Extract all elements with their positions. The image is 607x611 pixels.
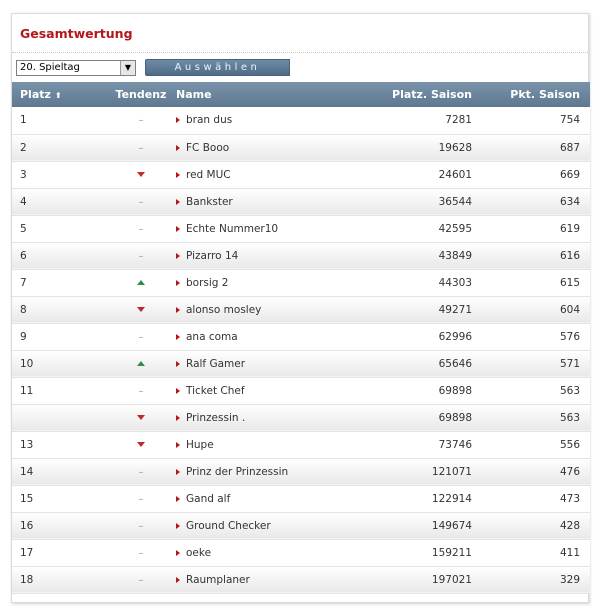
table-row [12,269,590,296]
trend-down-icon [137,172,145,177]
team-name-link[interactable]: Bankster [186,195,233,208]
caret-right-icon [176,361,180,367]
trend-same-icon: – [138,493,144,505]
table-row [12,539,590,566]
caret-right-icon [176,469,180,475]
team-name-link[interactable]: red MUC [186,168,231,181]
place-season-cell: 43849 [340,242,484,269]
team-name-link[interactable]: Prinzessin . [186,411,246,424]
points-season-cell: 669 [484,161,590,188]
trend-down-icon [137,307,145,312]
place-season-cell: 19628 [340,134,484,161]
caret-right-icon [176,145,180,151]
caret-right-icon [176,496,180,502]
name-cell [174,296,340,323]
rank-cell: 4 [12,188,108,215]
caret-right-icon [176,577,180,583]
points-season-cell: 473 [484,485,590,512]
rank-cell: 2 [12,134,108,161]
trend-cell [108,296,174,323]
table-row [12,107,590,134]
matchday-select-value: 20. Spieltag [20,62,80,73]
points-season-cell: 563 [484,404,590,431]
caret-right-icon [176,334,180,340]
rank-cell: 3 [12,161,108,188]
place-season-cell: 7281 [340,107,484,134]
name-cell [174,215,340,242]
place-season-cell: 24601 [340,161,484,188]
trend-same-icon: – [138,115,144,127]
trend-same-icon: – [138,466,144,478]
caret-right-icon [176,415,180,421]
points-season-cell: 428 [484,512,590,539]
trend-cell [108,566,174,593]
name-cell [174,539,340,566]
rank-cell: 8 [12,296,108,323]
trend-cell [108,323,174,350]
place-season-cell: 73746 [340,431,484,458]
table-row [12,296,590,323]
team-name-link[interactable]: oeke [186,546,212,559]
rank-cell: 11 [12,377,108,404]
caret-right-icon [176,226,180,232]
trend-same-icon: – [138,547,144,559]
table-row [12,242,590,269]
team-name-link[interactable]: Gand alf [186,492,231,505]
rank-cell: 17 [12,539,108,566]
team-name-link[interactable]: ana coma [186,330,238,343]
place-season-cell: 62996 [340,323,484,350]
table-row [12,377,590,404]
trend-same-icon: – [138,196,144,208]
table-row [12,350,590,377]
table-header-row [12,82,590,107]
rank-cell [12,404,108,431]
trend-up-icon [137,280,145,285]
name-cell [174,512,340,539]
column-header-points-season: Pkt. Saison [510,88,580,101]
trend-cell [108,215,174,242]
table-row [12,566,590,593]
team-name-link[interactable]: alonso mosley [186,303,262,316]
name-cell [174,242,340,269]
caret-right-icon [176,307,180,313]
caret-right-icon [176,199,180,205]
table-row [12,512,590,539]
points-season-cell: 476 [484,458,590,485]
table-row [12,431,590,458]
trend-cell [108,350,174,377]
caret-right-icon [176,280,180,286]
points-season-cell: 411 [484,539,590,566]
trend-cell [108,458,174,485]
team-name-link[interactable]: FC Booo [186,141,230,154]
chevron-down-icon[interactable]: ▼ [120,61,135,75]
table-row [12,323,590,350]
points-season-cell: 556 [484,431,590,458]
place-season-cell: 159211 [340,539,484,566]
rank-cell: 10 [12,350,108,377]
points-season-cell: 563 [484,377,590,404]
name-cell [174,269,340,296]
trend-down-icon [137,415,145,420]
name-cell [174,188,340,215]
name-cell [174,431,340,458]
choose-button[interactable]: Auswählen [145,59,290,76]
points-season-cell: 571 [484,350,590,377]
place-season-cell: 49271 [340,296,484,323]
rank-cell: 15 [12,485,108,512]
trend-cell [108,161,174,188]
team-name-link[interactable]: Prinz der Prinzessin [186,465,289,478]
points-season-cell: 615 [484,269,590,296]
place-season-cell: 69898 [340,377,484,404]
column-header-name: Name [176,88,212,101]
name-cell [174,350,340,377]
trend-cell [108,485,174,512]
trend-cell [108,431,174,458]
place-season-cell: 65646 [340,350,484,377]
rank-cell: 1 [12,107,108,134]
place-season-cell: 197021 [340,566,484,593]
column-header-rank-label: Platz [20,88,51,101]
table-row [12,404,590,431]
points-season-cell: 329 [484,566,590,593]
name-cell [174,107,340,134]
caret-right-icon [176,523,180,529]
points-season-cell: 687 [484,134,590,161]
rank-cell: 6 [12,242,108,269]
rank-cell: 13 [12,431,108,458]
table-row [12,215,590,242]
points-season-cell: 576 [484,323,590,350]
column-header-trend: Tendenz [115,88,167,101]
name-cell [174,377,340,404]
table-row [12,134,590,161]
caret-right-icon [176,442,180,448]
team-name-link[interactable]: Raumplaner [186,573,250,586]
trend-cell [108,134,174,161]
sort-arrow-icon[interactable]: ⬆ [54,91,62,100]
place-season-cell: 121071 [340,458,484,485]
team-name-link[interactable]: Hupe [186,438,214,451]
matchday-select[interactable] [16,60,136,76]
standings-panel [11,13,589,603]
caret-right-icon [176,117,180,123]
rank-cell: 7 [12,269,108,296]
rank-cell: 5 [12,215,108,242]
controls-bar [12,53,588,82]
trend-cell [108,404,174,431]
points-season-cell: 604 [484,296,590,323]
table-row [12,188,590,215]
trend-same-icon: – [138,250,144,262]
trend-same-icon: – [138,574,144,586]
team-name-link[interactable]: borsig 2 [186,276,229,289]
points-season-cell: 754 [484,107,590,134]
name-cell [174,485,340,512]
team-name-link[interactable]: Ground Checker [186,519,271,532]
rank-cell: 9 [12,323,108,350]
place-season-cell: 36544 [340,188,484,215]
trend-cell [108,377,174,404]
place-season-cell: 69898 [340,404,484,431]
points-season-cell: 634 [484,188,590,215]
table-row [12,161,590,188]
name-cell [174,458,340,485]
trend-down-icon [137,442,145,447]
name-cell [174,566,340,593]
team-name-link[interactable]: bran dus [186,114,233,127]
panel-title: Gesamtwertung [12,14,588,53]
caret-right-icon [176,388,180,394]
trend-same-icon: – [138,520,144,532]
caret-right-icon [176,550,180,556]
caret-right-icon [176,172,180,178]
points-season-cell: 619 [484,215,590,242]
place-season-cell: 149674 [340,512,484,539]
name-cell [174,404,340,431]
name-cell [174,323,340,350]
team-name-link[interactable]: Pizarro 14 [186,249,239,262]
place-season-cell: 122914 [340,485,484,512]
team-name-link[interactable]: Ralf Gamer [186,357,246,370]
trend-cell [108,107,174,134]
points-season-cell: 616 [484,242,590,269]
rank-cell: 18 [12,566,108,593]
trend-same-icon: – [138,142,144,154]
column-header-place-season: Platz. Saison [392,88,472,101]
table-row [12,485,590,512]
trend-cell [108,512,174,539]
standings-table [12,82,590,594]
trend-cell [108,242,174,269]
name-cell [174,161,340,188]
name-cell [174,134,340,161]
rank-cell: 16 [12,512,108,539]
trend-cell [108,269,174,296]
team-name-link[interactable]: Echte Nummer10 [186,222,279,235]
team-name-link[interactable]: Ticket Chef [186,384,245,397]
trend-cell [108,188,174,215]
trend-up-icon [137,361,145,366]
caret-right-icon [176,253,180,259]
place-season-cell: 42595 [340,215,484,242]
trend-cell [108,539,174,566]
trend-same-icon: – [138,331,144,343]
trend-same-icon: – [138,385,144,397]
place-season-cell: 44303 [340,269,484,296]
column-header-rank[interactable] [12,82,108,107]
trend-same-icon: – [138,223,144,235]
rank-cell: 14 [12,458,108,485]
table-row [12,458,590,485]
